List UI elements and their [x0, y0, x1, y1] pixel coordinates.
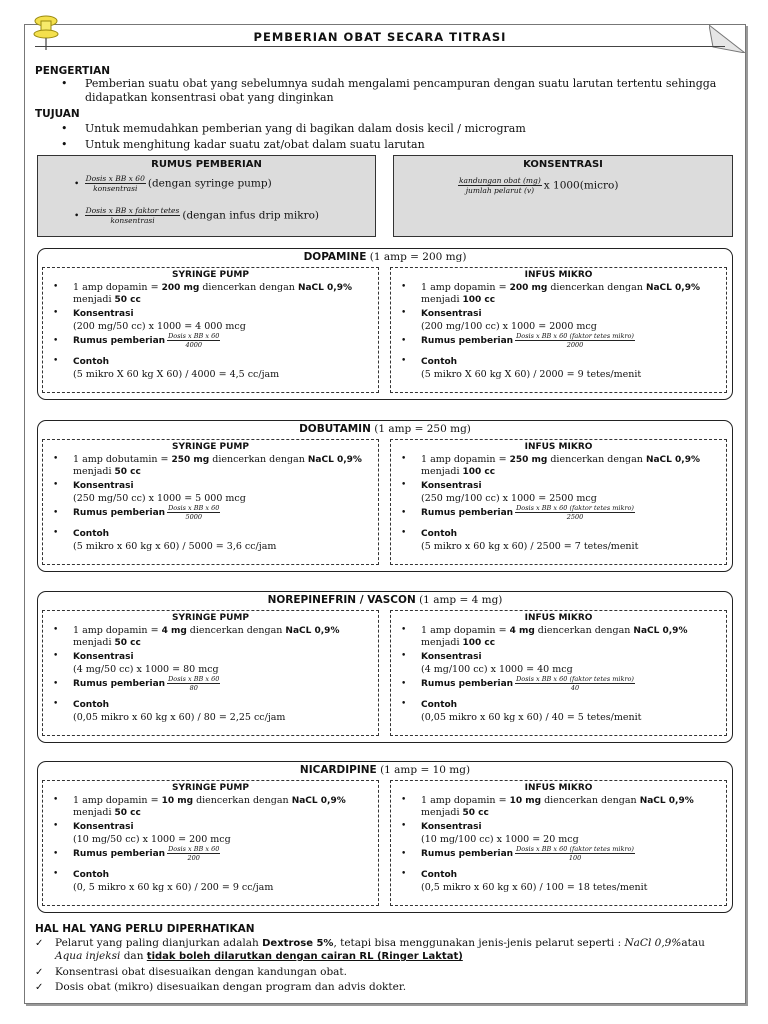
column-heading: SYRINGE PUMP	[172, 613, 249, 623]
volume-line	[421, 294, 495, 306]
syringe-column	[42, 780, 379, 906]
rumus-heading: RUMUS PEMBERIAN	[151, 159, 262, 170]
contoh-value: (5 mikro x 60 kg x 60) / 2500 = 7 tetes/menit	[421, 541, 639, 552]
konsentrasi-box	[393, 155, 733, 237]
fraction-numerator: Dosis x BB x 60 (faktor tetes mikro)	[516, 504, 634, 512]
bullet-icon: •	[61, 138, 68, 151]
fraction-numerator: Dosis x BB x 60 (faktor tetes mikro)	[516, 675, 634, 683]
fraction-numerator: Dosis x BB x 60	[168, 845, 220, 853]
note-text: dan	[120, 950, 147, 962]
rumus-fraction	[85, 206, 181, 225]
dilution-text: diencerkan dengan	[541, 795, 640, 806]
note-item: Konsentrasi obat disesuaikan dengan kandungan obat.	[55, 966, 347, 978]
konsentrasi-label	[73, 821, 134, 833]
konsentrasi-heading: KONSENTRASI	[523, 159, 603, 170]
fraction-denominator: 2000	[566, 341, 584, 349]
bullet-icon: •	[53, 651, 59, 661]
dilution-line	[421, 454, 700, 466]
volume-line	[73, 807, 141, 819]
rumus-fraction	[515, 332, 635, 349]
dilution-line	[73, 795, 346, 807]
dilution-text: diencerkan dengan	[193, 795, 292, 806]
bullet-icon: •	[401, 480, 407, 490]
volume-amount: 50 cc	[114, 467, 141, 477]
volume-line	[421, 466, 495, 478]
fraction-denominator: 80	[189, 684, 198, 692]
bullet-icon: •	[401, 821, 407, 831]
dilution-line	[421, 795, 694, 807]
drug-amp: (1 amp = 10 mg)	[380, 764, 471, 776]
rumus-line	[73, 675, 222, 692]
dilution-solvent: NaCL 0,9%	[633, 626, 688, 636]
bullet-icon: •	[53, 308, 59, 318]
dilution-text: diencerkan dengan	[547, 282, 646, 293]
dilution-text: 1 amp dopamin =	[73, 795, 162, 806]
drug-name: NICARDIPINE	[299, 764, 377, 776]
note-text: atau	[681, 937, 705, 949]
dilution-solvent: NaCL 0,9%	[291, 796, 346, 806]
note-text: Pelarut yang paling dianjurkan adalah	[55, 937, 263, 949]
volume-line	[421, 637, 495, 649]
bullet-icon: •	[53, 528, 59, 538]
bullet-icon: •	[74, 179, 80, 190]
bullet-icon: •	[53, 282, 59, 292]
dilution-text: 1 amp dopamin =	[421, 795, 510, 806]
contoh-label	[73, 699, 109, 711]
konsentrasi-label-text: Konsentrasi	[421, 309, 482, 319]
rumus-label: Rumus pemberian	[421, 679, 514, 689]
checkmark-icon: ✓	[35, 982, 44, 993]
volume-amount: 100 cc	[462, 638, 496, 648]
konsentrasi-fraction	[458, 176, 542, 195]
rumus-note: (dengan syringe pump)	[147, 177, 272, 190]
volume-text: menjadi	[73, 637, 115, 648]
rumus-label: Rumus pemberian	[421, 508, 514, 518]
rumus-line	[73, 504, 222, 521]
dilution-solvent: NaCL 0,9%	[307, 455, 362, 465]
note-item	[55, 937, 725, 963]
bullet-icon: •	[53, 508, 59, 518]
fraction-numerator: Dosis x BB x 60 (faktor tetes mikro)	[516, 845, 634, 853]
dilution-text: 1 amp dopamin =	[421, 625, 510, 636]
fraction-denominator: 40	[570, 684, 580, 692]
rumus-fraction	[167, 675, 220, 692]
dilution-amount: 10 mg	[161, 796, 194, 806]
konsentrasi-label	[73, 651, 134, 663]
contoh-value: (5 mikro x 60 kg x 60) / 5000 = 3,6 cc/jam	[73, 541, 277, 552]
konsentrasi-value: (250 mg/50 cc) x 1000 = 5 000 mcg	[73, 493, 246, 504]
fraction-denominator: konsentrasi	[93, 184, 138, 193]
pengertian-line-2: didapatkan konsentrasi obat yang dinginkan	[85, 91, 334, 104]
contoh-label	[73, 356, 109, 368]
fraction-numerator: kandungan obat (mg)	[459, 176, 541, 185]
drug-amp: (1 amp = 250 mg)	[374, 423, 471, 435]
dilution-text: diencerkan dengan	[186, 625, 286, 636]
fraction-denominator: jumlah pelarut (v)	[465, 186, 535, 195]
drug-section	[37, 420, 733, 572]
fraction-denominator: konsentrasi	[110, 216, 155, 225]
bullet-icon: •	[401, 625, 407, 635]
bullet-icon: •	[53, 454, 59, 464]
pengertian-text	[85, 77, 733, 105]
konsentrasi-label-text: Konsentrasi	[421, 652, 482, 662]
konsentrasi-label	[73, 480, 134, 492]
contoh-label	[421, 528, 457, 540]
bullet-icon: •	[401, 795, 407, 805]
rumus-label: Rumus pemberian	[73, 508, 166, 518]
dilution-solvent: NaCL 0,9%	[645, 283, 700, 293]
column-heading: INFUS MIKRO	[524, 613, 593, 623]
volume-text: menjadi	[421, 294, 463, 305]
bullet-icon: •	[53, 480, 59, 490]
contoh-label	[421, 869, 457, 881]
checkmark-icon: ✓	[35, 967, 44, 978]
dilution-amount: 4 mg	[161, 626, 187, 636]
volume-text: menjadi	[73, 466, 115, 477]
contoh-label-text: Contoh	[421, 700, 458, 710]
bullet-icon: •	[53, 336, 59, 346]
pengertian-line-1: Pemberian suatu obat yang sebelumnya sudah mengalami pencampuran dengan suatu larutan tertentu sehingga	[85, 77, 717, 90]
rumus-fraction	[167, 504, 220, 521]
rumus-note: (dengan infus drip mikro)	[182, 209, 320, 222]
fraction-denominator: 200	[187, 854, 200, 862]
contoh-value: (0,05 mikro x 60 kg x 60) / 80 = 2,25 cc/jam	[73, 712, 286, 723]
contoh-label	[73, 528, 109, 540]
rumus-label: Rumus pemberian	[73, 679, 166, 689]
contoh-label	[421, 699, 457, 711]
bullet-icon: •	[53, 625, 59, 635]
volume-line	[73, 466, 141, 478]
volume-line	[421, 807, 489, 819]
dilution-line	[421, 282, 700, 294]
volume-text: menjadi	[421, 637, 463, 648]
konsentrasi-value: (250 mg/100 cc) x 1000 = 2500 mcg	[421, 493, 597, 504]
dilution-solvent: NaCL 0,9%	[645, 455, 700, 465]
note-item: Dosis obat (mikro) disesuaikan dengan program dan advis dokter.	[55, 981, 407, 993]
contoh-label-text: Contoh	[73, 870, 110, 880]
konsentrasi-value: (10 mg/50 cc) x 1000 = 200 mcg	[73, 834, 231, 845]
drug-title	[38, 594, 732, 606]
infus-column	[390, 267, 727, 393]
volume-text: menjadi	[73, 807, 115, 818]
rumus-label: Rumus pemberian	[421, 849, 514, 859]
drug-section	[37, 591, 733, 743]
tujuan-item: Untuk memudahkan pemberian yang di bagikan dalam dosis kecil / microgram	[85, 122, 526, 135]
bullet-icon: •	[61, 122, 68, 135]
bullet-icon: •	[401, 356, 407, 366]
konsentrasi-label	[421, 308, 482, 320]
rumus-line	[73, 332, 222, 349]
note-italic: Aqua injeksi	[55, 950, 121, 962]
volume-amount: 100 cc	[462, 295, 496, 305]
dilution-amount: 10 mg	[509, 796, 542, 806]
konsentrasi-value: (4 mg/50 cc) x 1000 = 80 mcg	[73, 664, 219, 675]
infus-column	[390, 780, 727, 906]
note-italic: NaCl 0,9%	[624, 937, 682, 949]
rumus-line	[421, 332, 637, 349]
bullet-icon: •	[401, 869, 407, 879]
fraction-numerator: Dosis x BB x 60	[168, 504, 220, 512]
dilution-line	[421, 625, 687, 637]
bullet-icon: •	[53, 821, 59, 831]
drug-section	[37, 248, 733, 400]
column-heading: SYRINGE PUMP	[172, 783, 249, 793]
volume-line	[73, 637, 141, 649]
bullet-icon: •	[53, 869, 59, 879]
contoh-value: (5 mikro X 60 kg X 60) / 2000 = 9 tetes/menit	[421, 369, 642, 380]
contoh-label	[73, 869, 109, 881]
konsentrasi-value: (10 mg/100 cc) x 1000 = 20 mcg	[421, 834, 579, 845]
contoh-label-text: Contoh	[421, 357, 458, 367]
page-title: PEMBERIAN OBAT SECARA TITRASI	[35, 30, 725, 47]
infus-column	[390, 610, 727, 736]
fraction-denominator: 4000	[185, 341, 203, 349]
column-heading: INFUS MIKRO	[524, 270, 593, 280]
rumus-box	[37, 155, 376, 237]
dilution-amount: 200 mg	[161, 283, 200, 293]
contoh-value: (0,05 mikro x 60 kg x 60) / 40 = 5 tetes/menit	[421, 712, 642, 723]
fraction-denominator: 5000	[185, 513, 203, 521]
volume-text: menjadi	[421, 466, 463, 477]
fraction-denominator: 100	[568, 854, 582, 862]
rumus-line	[421, 675, 637, 692]
volume-amount: 50 cc	[462, 808, 489, 818]
bullet-icon: •	[401, 508, 407, 518]
konsentrasi-formula	[456, 176, 618, 195]
dilution-amount: 250 mg	[171, 455, 210, 465]
contoh-label-text: Contoh	[73, 529, 110, 539]
drug-title	[38, 423, 732, 435]
contoh-label-text: Contoh	[73, 700, 110, 710]
konsentrasi-label	[421, 480, 482, 492]
volume-amount: 50 cc	[114, 808, 141, 818]
infus-column	[390, 439, 727, 565]
dilution-text: 1 amp dopamin =	[421, 454, 510, 465]
konsentrasi-value: (200 mg/50 cc) x 1000 = 4 000 mcg	[73, 321, 246, 332]
volume-line	[73, 294, 141, 306]
konsentrasi-value: (200 mg/100 cc) x 1000 = 2000 mcg	[421, 321, 597, 332]
contoh-label-text: Contoh	[73, 357, 110, 367]
konsentrasi-suffix: x 1000(micro)	[543, 179, 619, 192]
bullet-icon: •	[53, 795, 59, 805]
drug-amp: (1 amp = 4 mg)	[419, 594, 503, 606]
dilution-text: 1 amp dopamin =	[421, 282, 510, 293]
bullet-icon: •	[401, 651, 407, 661]
contoh-value: (0,5 mikro x 60 kg x 60) / 100 = 18 tetes/menit	[421, 882, 648, 893]
fraction-numerator: Dosis x BB x 60 (faktor tetes mikro)	[516, 332, 634, 340]
contoh-value: (5 mikro X 60 kg X 60) / 4000 = 4,5 cc/jam	[73, 369, 280, 380]
dilution-line	[73, 454, 362, 466]
drug-title	[38, 764, 732, 776]
dilution-solvent: NaCL 0,9%	[297, 283, 352, 293]
fraction-numerator: Dosis x BB x 60	[168, 332, 220, 340]
dilution-line	[73, 282, 352, 294]
konsentrasi-label-text: Konsentrasi	[73, 481, 134, 491]
rumus-line	[421, 845, 637, 862]
dilution-line	[73, 625, 339, 637]
bullet-icon: •	[53, 699, 59, 709]
dilution-text: diencerkan dengan	[209, 454, 308, 465]
rumus-fraction	[167, 845, 220, 862]
konsentrasi-label-text: Konsentrasi	[73, 822, 134, 832]
rumus-line	[73, 845, 222, 862]
dilution-solvent: NaCL 0,9%	[639, 796, 694, 806]
konsentrasi-label-text: Konsentrasi	[421, 481, 482, 491]
contoh-label-text: Contoh	[421, 529, 458, 539]
dilution-text: diencerkan dengan	[534, 625, 634, 636]
fraction-numerator: Dosis x BB x 60	[168, 675, 220, 683]
volume-amount: 50 cc	[114, 295, 141, 305]
rumus-label: Rumus pemberian	[73, 849, 166, 859]
volume-amount: 100 cc	[462, 467, 496, 477]
dilution-text: diencerkan dengan	[199, 282, 298, 293]
bullet-icon: •	[401, 528, 407, 538]
drug-section	[37, 761, 733, 913]
note-bold: Dextrose 5%	[262, 938, 334, 949]
bullet-icon: •	[61, 77, 68, 90]
drug-title	[38, 251, 732, 263]
note-text: , tetapi bisa menggunakan jenis-jenis pelarut seperti :	[333, 937, 625, 949]
bullet-icon: •	[401, 679, 407, 689]
bullet-icon: •	[53, 849, 59, 859]
rumus-fraction	[167, 332, 220, 349]
syringe-column	[42, 267, 379, 393]
dilution-text: 1 amp dopamin =	[73, 625, 162, 636]
bullet-icon: •	[401, 454, 407, 464]
rumus-fraction	[515, 675, 635, 692]
konsentrasi-label-text: Konsentrasi	[421, 822, 482, 832]
volume-text: menjadi	[73, 294, 115, 305]
drug-name: DOPAMINE	[303, 251, 367, 263]
konsentrasi-value: (4 mg/100 cc) x 1000 = 40 mcg	[421, 664, 573, 675]
rumus-fraction	[515, 504, 635, 521]
column-heading: SYRINGE PUMP	[172, 270, 249, 280]
bullet-icon: •	[401, 308, 407, 318]
pengertian-heading: PENGERTIAN	[35, 65, 111, 77]
konsentrasi-label-text: Konsentrasi	[73, 309, 134, 319]
document-sheet	[24, 24, 746, 1004]
dilution-text: 1 amp dobutamin =	[73, 454, 172, 465]
tujuan-item: Untuk menghitung kadar suatu zat/obat dalam suatu larutan	[85, 138, 425, 151]
konsentrasi-label	[73, 308, 134, 320]
bullet-icon: •	[74, 211, 80, 222]
dilution-amount: 250 mg	[509, 455, 548, 465]
column-heading: SYRINGE PUMP	[172, 442, 249, 452]
volume-text: menjadi	[421, 807, 463, 818]
bullet-icon: •	[401, 849, 407, 859]
tujuan-heading: TUJUAN	[35, 108, 80, 120]
konsentrasi-label-text: Konsentrasi	[73, 652, 134, 662]
syringe-column	[42, 610, 379, 736]
column-heading: INFUS MIKRO	[524, 783, 593, 793]
note-bold-underline: tidak boleh dilarutkan dengan cairan RL (Ringer Laktat)	[146, 951, 463, 962]
rumus-label: Rumus pemberian	[421, 336, 514, 346]
rumus-label: Rumus pemberian	[73, 336, 166, 346]
drug-name: DOBUTAMIN	[299, 423, 371, 435]
konsentrasi-label	[421, 821, 482, 833]
syringe-column	[42, 439, 379, 565]
konsentrasi-label	[421, 651, 482, 663]
bullet-icon: •	[401, 282, 407, 292]
notes-heading: HAL HAL YANG PERLU DIPERHATIKAN	[35, 923, 255, 935]
volume-amount: 50 cc	[114, 638, 141, 648]
checkmark-icon: ✓	[35, 938, 44, 949]
dilution-amount: 200 mg	[509, 283, 548, 293]
bullet-icon: •	[53, 679, 59, 689]
contoh-label	[421, 356, 457, 368]
dilution-text: diencerkan dengan	[547, 454, 646, 465]
bullet-icon: •	[401, 699, 407, 709]
fraction-numerator: Dosis x BB x 60	[85, 174, 145, 183]
dilution-text: 1 amp dopamin =	[73, 282, 162, 293]
rumus-formula-infus	[74, 206, 319, 225]
column-heading: INFUS MIKRO	[524, 442, 593, 452]
rumus-formula-syringe	[74, 174, 272, 193]
rumus-line	[421, 504, 637, 521]
dilution-solvent: NaCL 0,9%	[285, 626, 340, 636]
rumus-fraction	[85, 174, 146, 193]
contoh-label-text: Contoh	[421, 870, 458, 880]
fraction-denominator: 2500	[566, 513, 584, 521]
drug-name: NOREPINEFRIN / VASCON	[267, 594, 416, 606]
contoh-value: (0, 5 mikro x 60 kg x 60) / 200 = 9 cc/jam	[73, 882, 274, 893]
fraction-numerator: Dosis x BB x faktor tetes	[85, 206, 180, 215]
rumus-fraction	[515, 845, 635, 862]
dilution-amount: 4 mg	[509, 626, 535, 636]
drug-amp: (1 amp = 200 mg)	[369, 251, 467, 263]
bullet-icon: •	[401, 336, 407, 346]
bullet-icon: •	[53, 356, 59, 366]
